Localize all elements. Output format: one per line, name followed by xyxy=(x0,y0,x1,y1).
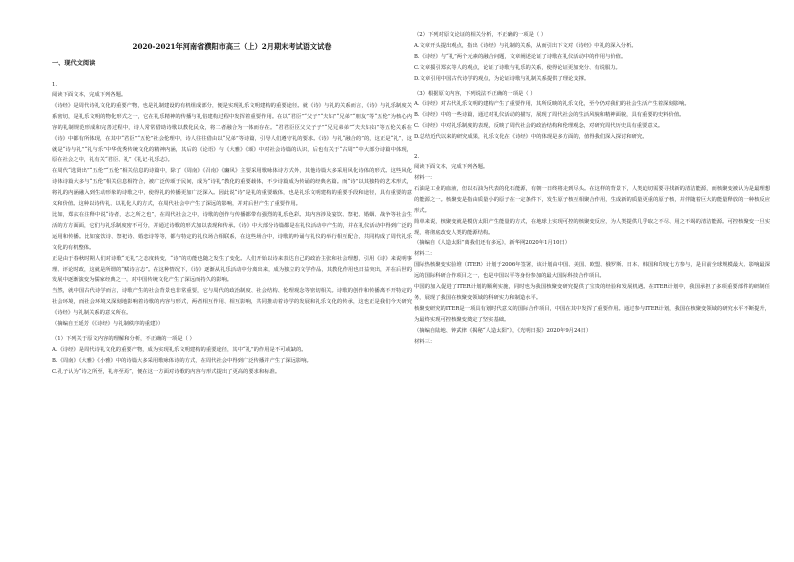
material-label: 材料三： xyxy=(414,338,436,345)
option-b: B.《诗经》中的一些诗篇，通过对礼仪活动的描写，展现了周代社会的生活风貌和精神面貌，具有重要的史料价值。 xyxy=(414,112,685,119)
question-intro: 阅读下面文本，完成下列各题。 xyxy=(52,92,127,98)
material-paragraph: 简单来说，核聚变就是模仿太阳产生能量的方式，在地球上实现可控的核聚变反应，为人类提供几乎取之不尽、用之不竭的清洁能源。可控核聚变一旦实现，将彻底改变人类的能源结构。 xyxy=(414,218,770,236)
option-b: B.《诗经》与“礼”两个元素的融合问题，文章阐述论证了诗歌在礼仪活动中的作用与价值。 xyxy=(414,53,627,60)
passage-paragraph: 在周代“选贤出”“五伦”“五伦”相关信息的诗篇中，除了《周南》《召南》《豳风》主要采用歌咏体诗方式外，其他诗篇大多采用风化诗体的形式。这些风化诗体诗篇大多与“五伦”相关信息相符合，被广泛传颂于民间，成为“诗礼”教化的重要载体，不少诗篇成为传诵的经典名篇。而“诗”以其独特的艺术形式，将礼的内涵融入到生动形象的诗歌之中，使得礼的传播更加广泛深入。因此说“诗”是礼的重要载体，也是礼乐文明建构的重要手段和途径，具有重要的意义和价值。这种以诗传礼、以礼化人的方式，在周代社会中产生了深远的影响，并对后世产生了重要作用。 xyxy=(52,168,412,208)
question-number: 2. xyxy=(414,154,420,161)
passage-paragraph: 《诗经》是周代诗礼文化的重要产物，也是礼制建设的有机组成部分，便是实现礼乐文明建构的重要途径。就《诗》与礼的关系而言，《诗》与礼乐制度关系密切，是礼乐文明的物化形式之一，它在礼乐精神的传播与礼俗建构过程中发挥着重要作用。在以“君臣”“父子”“夫妇”“兄弟”“朋友”等“五伦”为核心内容的礼制规范形成和完善过程中，诗人常常借助诗歌以教化民众，将二者融合为一体而存在。“君君臣臣父父子子”“兄兄弟弟”“夫夫妇妇”等五伦关系在《诗》中都有所体现，在其中“君臣”“五伦”社会伦理中，诗人往往借由以“兄弟”等诗篇，引导人们遵守礼的要求。《诗》与礼“融合的”的，这正是“礼”，这就是“诗与礼”“礼与乐”中华优秀传统文化的精神内涵，其后的《论语》与《大雅》《颂》中对社会诗篇的认识，后也有关于“古周”“中大部分诗篇中体现，原在社会之中，礼有关“君臣、礼”《礼记·礼乐志》。 xyxy=(52,102,412,164)
option-a: A.文章开头提出观点，指出《诗经》与礼制的关系，从而引出下文对《诗经》中礼的深入分析。 xyxy=(414,42,637,49)
right-column xyxy=(414,30,770,347)
material-source: （摘编自陆地、钟武律《揭秘“人造太阳”》，《光明日报》2020年9月24日） xyxy=(414,327,592,334)
material-paragraph: 国际热核聚变实验堆（ITER）计划于2006年签署，该计划由中国、美国、欧盟、俄罗斯、日本、韩国和印度七方参与，是目前全球规模最大、影响最深远的国际科研合作项目之一，也是中国以平等身份参加的最大国际科技合作项目。 xyxy=(414,262,770,280)
passage-paragraph: 当然，就中国古代诗学而言，诗歌产生的社会背景也非常重要，它与周代的政治制度、社会结构、伦理观念等密切相关。诗歌的创作和传播离不开特定的社会环境，而社会环境又深刻地影响着诗歌的内容与形式，两者相互作用、相互影响，共同推动着诗学的发展和礼乐文化的传承，这也正是我们今天研究《诗经》与礼制关系的意义所在。 xyxy=(52,288,412,317)
passage-paragraph: 正是由于春秋时期人们对诗歌“无礼”之态度转变，“诗”的功能也随之发生了变化。人们开始以诗来表达自己的政治主张和社会理想，引用《诗》来说明事理、评论时政，这就是所谓的“赋诗言志”。在这种情况下，《诗》逐渐从礼乐活动中分离出来，成为独立的文学作品，其教化作用也日益突出，并在后世的发展中逐渐演变为儒家经典之一，对中国传统文化产生了深远而持久的影响。 xyxy=(52,255,412,284)
option-c: C.孔子认为“诗之所至，礼亦至焉”，便在这一方面对诗歌的内容与形式提出了更高的要求和标准。 xyxy=(52,368,281,375)
question-number: 1. xyxy=(52,82,58,88)
sub-question: （2）下列对原文论证的相关分析，不正确的一项是（ ） xyxy=(414,32,547,38)
passage-paragraph: 比如，郑玄在注释中说“诗者，志之所之也”，在周代社会之中，诗歌的创作与传播都带有强烈的礼乐色彩。其内容涉及宴饮、祭祀、婚姻、战争等社会生活的方方面面，它们与礼乐制度密不可分，并通过诗歌的形式加以表现和传承。《诗》中大部分诗篇都是在礼仪活动中产生的，并在礼仪活动中得到广泛的运用和传播。比如宴饮诗、祭祀诗、婚恋诗等等，都与特定的礼仪场合相联系，在这些场合中，诗歌的吟诵与礼仪的举行相互配合，共同构成了周代礼乐文化的有机整体。 xyxy=(52,211,412,251)
material-label: 材料二： xyxy=(414,251,436,258)
option-c: C.《诗经》中对礼乐制度的表现，反映了周代社会的政治结构和伦理观念，对研究周代历史具有重要意义。 xyxy=(414,123,664,130)
option-a: A.《诗经》是周代诗礼文化的重要产物，成为实现礼乐文明建构的重要途径，其中“礼”的作用是不可或缺的。 xyxy=(52,346,307,353)
option-d: D.总结近代以来的研究成果，礼乐文化在《诗经》中的体现是多方面的，值得我们深入探讨和研究。 xyxy=(414,134,648,141)
material-paragraph: 石油是工业的血液，但以石油为代表的化石能源，有朝一日终将走到尽头。在这样的背景下，人类迫切需要寻找新的清洁能源，而核聚变被认为是最理想的能源之一。核聚变是指由质量小的原子在一定条件下，发生原子核互相聚合作用，生成新的质量更重的原子核，并伴随着巨大的能量释放的一种核反应形式。 xyxy=(414,185,770,214)
option-c: C.文章援引郑玄等人的观点，论证了诗歌与礼乐的关系，使得论证更加充分、有说服力。 xyxy=(414,64,621,71)
option-d: D.文章引用中国古代诗学的观点，为论证诗歌与礼制关系提供了理论支撑。 xyxy=(414,75,590,82)
passage-source: （摘编自王延芳《《诗经》与礼制秩序的重建》） xyxy=(52,321,164,328)
page-title: 2020-2021年河南省濮阳市高三（上）2月期末考试语文试卷 xyxy=(132,42,332,51)
section-heading: 一、现代文阅读 xyxy=(52,60,96,67)
material-paragraph: 中国的加入促进了ITER计划的顺利实施，同时也为我国核聚变研究提供了宝贵的经验和发展机遇。在ITER计划中，我国承担了多项重要部件的研制任务，展现了我国在核聚变领域的科研实力和制造水平。 xyxy=(414,284,770,301)
material-paragraph: 核聚变研究的ITER是一项具有划时代意义的国际合作项目，中国在其中发挥了重要作用。通过参与ITER计划，我国在核聚变领域的研究水平不断提升，为最终实现可控核聚变奠定了坚实基础。 xyxy=(414,305,770,323)
question-intro: 阅读下面文本，完成下列各题。 xyxy=(414,164,489,171)
option-a: A.《诗经》对古代礼乐文明的建构产生了重要作用，其所反映的礼乐文化，至今仍对我们的社会生活产生着深刻影响。 xyxy=(414,101,690,108)
sub-question: （1）下列关于原文内容的理解和分析，不正确的一项是（ ） xyxy=(52,335,195,342)
sub-question: （3）根据原文内容，下列说法不正确的一项是（ ） xyxy=(414,90,536,97)
material-source: （摘编自《人造太阳”离我们还有多远》，新华网2020年1月10日） xyxy=(414,240,571,247)
left-column xyxy=(52,42,412,378)
option-b: B.《周南》《大雅》《小雅》中的诗篇大多采用歌咏体诗的方式，在周代社会中得到广泛传播并产生了深远影响。 xyxy=(52,357,312,364)
material-label: 材料一： xyxy=(414,174,436,181)
